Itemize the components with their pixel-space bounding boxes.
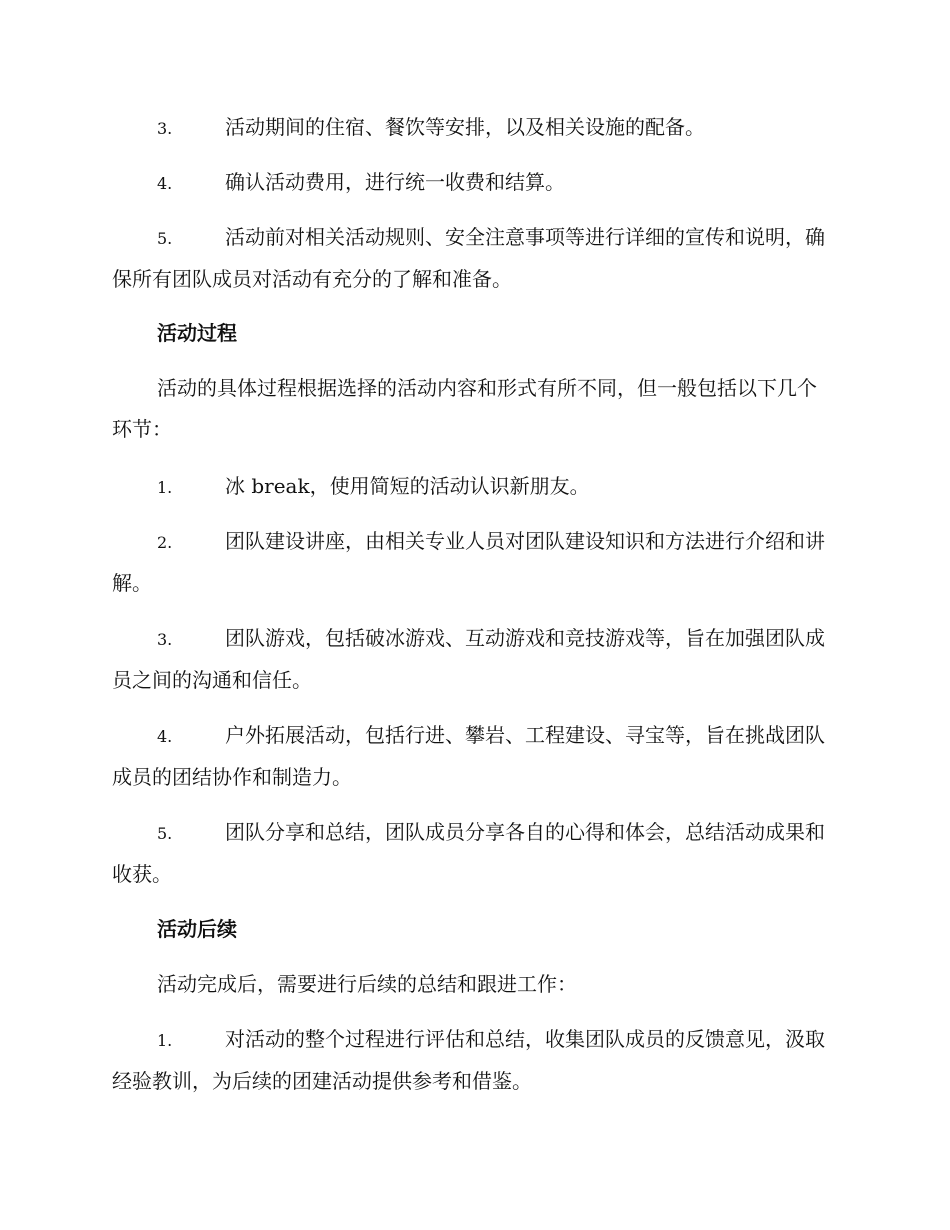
section-heading-followup: 活动后续 bbox=[157, 917, 237, 941]
section-intro: 活动的具体过程根据选择的活动内容和形式有所不同，但一般包括以下几个环节： bbox=[112, 376, 817, 441]
list-text: 活动期间的住宿、餐饮等安排，以及相关设施的配备。 bbox=[225, 115, 705, 139]
list-item bbox=[112, 618, 832, 701]
list-item bbox=[112, 217, 832, 300]
list-number: 1. bbox=[157, 1031, 173, 1050]
list-item bbox=[112, 521, 832, 604]
list-item bbox=[112, 162, 832, 204]
list-number: 3. bbox=[157, 630, 173, 649]
list-item bbox=[112, 107, 832, 149]
list-item bbox=[112, 1019, 832, 1102]
section-intro: 活动完成后，需要进行后续的总结和跟进工作： bbox=[157, 972, 577, 996]
list-number: 5. bbox=[157, 229, 173, 248]
list-text: 团队游戏，包括破冰游戏、互动游戏和竞技游戏等，旨在加强团队成员之间的沟通和信任。 bbox=[112, 626, 825, 692]
list-number: 2. bbox=[157, 533, 173, 552]
list-text: 团队分享和总结，团队成员分享各自的心得和体会，总结活动成果和收获。 bbox=[112, 820, 825, 886]
list-text: 冰 break，使用简短的活动认识新朋友。 bbox=[225, 474, 590, 498]
section-heading-process: 活动过程 bbox=[157, 321, 237, 345]
list-number: 4. bbox=[157, 727, 173, 746]
list-item bbox=[112, 812, 832, 895]
list-number: 5. bbox=[157, 824, 173, 843]
list-text: 户外拓展活动，包括行进、攀岩、工程建设、寻宝等，旨在挑战团队成员的团结协作和制造力。 bbox=[112, 723, 825, 789]
list-text: 对活动的整个过程进行评估和总结，收集团队成员的反馈意见，汲取经验教训，为后续的团建活动提供参考和借鉴。 bbox=[112, 1027, 825, 1093]
list-text: 团队建设讲座，由相关专业人员对团队建设知识和方法进行介绍和讲解。 bbox=[112, 529, 825, 595]
list-number: 4. bbox=[157, 174, 173, 193]
list-item bbox=[112, 466, 832, 508]
list-item bbox=[112, 715, 832, 798]
list-text: 确认活动费用，进行统一收费和结算。 bbox=[225, 170, 565, 194]
list-text: 活动前对相关活动规则、安全注意事项等进行详细的宣传和说明，确保所有团队成员对活动有充分的了解和准备。 bbox=[112, 225, 825, 291]
list-number: 1. bbox=[157, 478, 173, 497]
list-number: 3. bbox=[157, 119, 173, 138]
